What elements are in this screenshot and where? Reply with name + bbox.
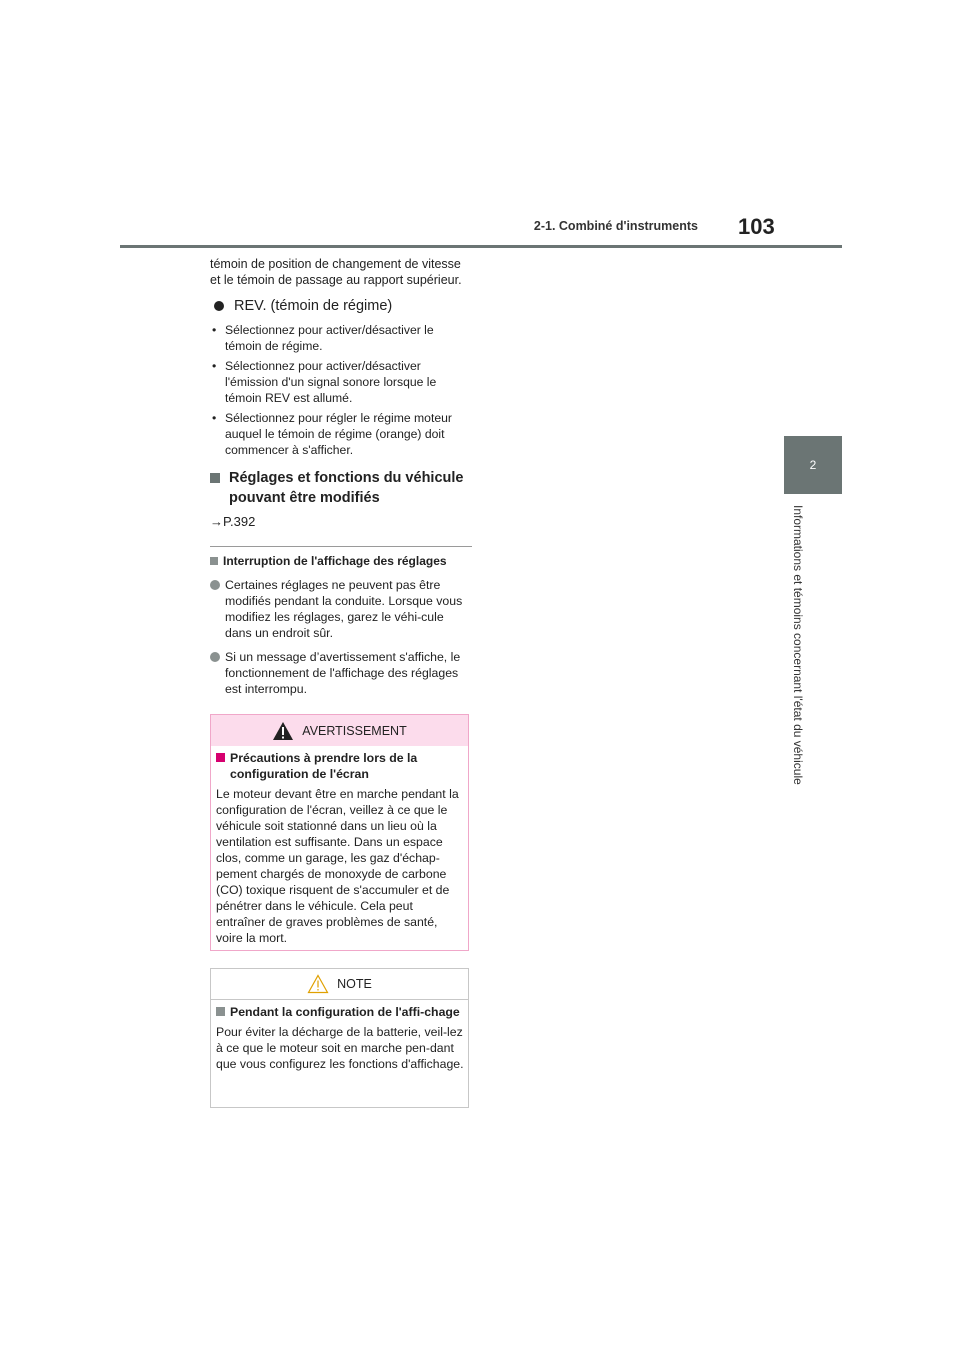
warning-triangle-icon: [272, 721, 294, 741]
note-header: [211, 969, 468, 1000]
warning-text: Le moteur devant être en marche pendant la configuration de l'écran, veillez à ce que le véhicule soit stationné dans un lieu où la ventilation est suffisante. Dans un espace clos, comme un garage, les gaz d'échap-pement chargés de monoxyde de carbone (CO) toxique risquent de s'accumuler et de pénétrer dans le véhicule. Cela peut entraîner de graves problèmes de santé, voire la mort.: [216, 787, 459, 945]
bullet-icon: •: [212, 359, 217, 373]
bullet-icon: •: [212, 323, 217, 337]
rev-heading: [210, 298, 472, 314]
square-bullet-icon: [210, 557, 218, 565]
header-divider: [120, 245, 842, 248]
chapter-title: Informations et témoins concernant l'état du véhicule: [791, 505, 805, 785]
list-item: • Sélectionnez pour activer/désactiver l'émission d'un signal sonore lorsque le témoin REV est allumé.: [212, 359, 437, 405]
square-bullet-icon: [216, 753, 225, 762]
page-reference-link[interactable]: →P.392: [210, 514, 256, 529]
warning-box: [210, 714, 469, 951]
section-divider: [210, 546, 472, 547]
warning-body: [211, 746, 468, 950]
warning-subheading: Précautions à prendre lors de la configuration de l'écran: [216, 750, 464, 782]
settings-heading: [210, 468, 472, 508]
chapter-number: 2: [809, 458, 817, 472]
list-item: Si un message d’avertissement s'affiche, le fonctionnement de l'affichage des réglages est interrompu.: [210, 649, 472, 697]
note-text: Pour éviter la décharge de la batterie, veil-lez à ce que le moteur soit en marche pen-dant que vous configurez les fonctions d'affichage.: [216, 1025, 464, 1071]
settings-heading-text: Réglages et fonctions du véhicule pouvant être modifiés: [229, 470, 464, 506]
list-item: • Sélectionnez pour activer/désactiver le témoin de régime.: [212, 323, 434, 353]
section-title: 2-1. Combiné d'instruments: [533, 219, 698, 233]
interrupt-heading-text: Interruption de l'affichage des réglages: [223, 554, 447, 568]
list-item: Certaines réglages ne peuvent pas être modifiés pendant la conduite. Lorsque vous modifiez les réglages, garez le véhi-cule dans un endroit sûr.: [210, 577, 472, 641]
square-bullet-icon: [216, 1007, 225, 1016]
bullet-icon: •: [212, 411, 217, 425]
note-body: [211, 1000, 468, 1076]
main-column: [210, 256, 472, 697]
bullet-dot-icon: [210, 580, 220, 590]
warning-header: [211, 715, 468, 746]
page-number: 103: [738, 214, 775, 239]
interrupt-heading: [210, 553, 472, 569]
chapter-tab: [784, 436, 842, 494]
warning-title: AVERTISSEMENT: [302, 723, 407, 738]
bullet-dot-icon: [214, 301, 224, 311]
list-item: • Sélectionnez pour régler le régime moteur auquel le témoin de régime (orange) doit commencer à s'afficher.: [212, 411, 452, 457]
rev-bullet-list: [210, 322, 472, 458]
square-bullet-icon: [210, 473, 220, 483]
note-box: [210, 968, 469, 1108]
bullet-dot-icon: [210, 652, 220, 662]
caution-triangle-outline-icon: [307, 974, 329, 994]
intro-text: témoin de position de changement de vitesse et le témoin de passage au rapport supérieur.: [210, 257, 462, 287]
note-title: NOTE: [337, 977, 372, 991]
rev-heading-text: REV. (témoin de régime): [234, 298, 393, 314]
note-subheading: Pendant la configuration de l'affi-chage: [216, 1004, 464, 1020]
